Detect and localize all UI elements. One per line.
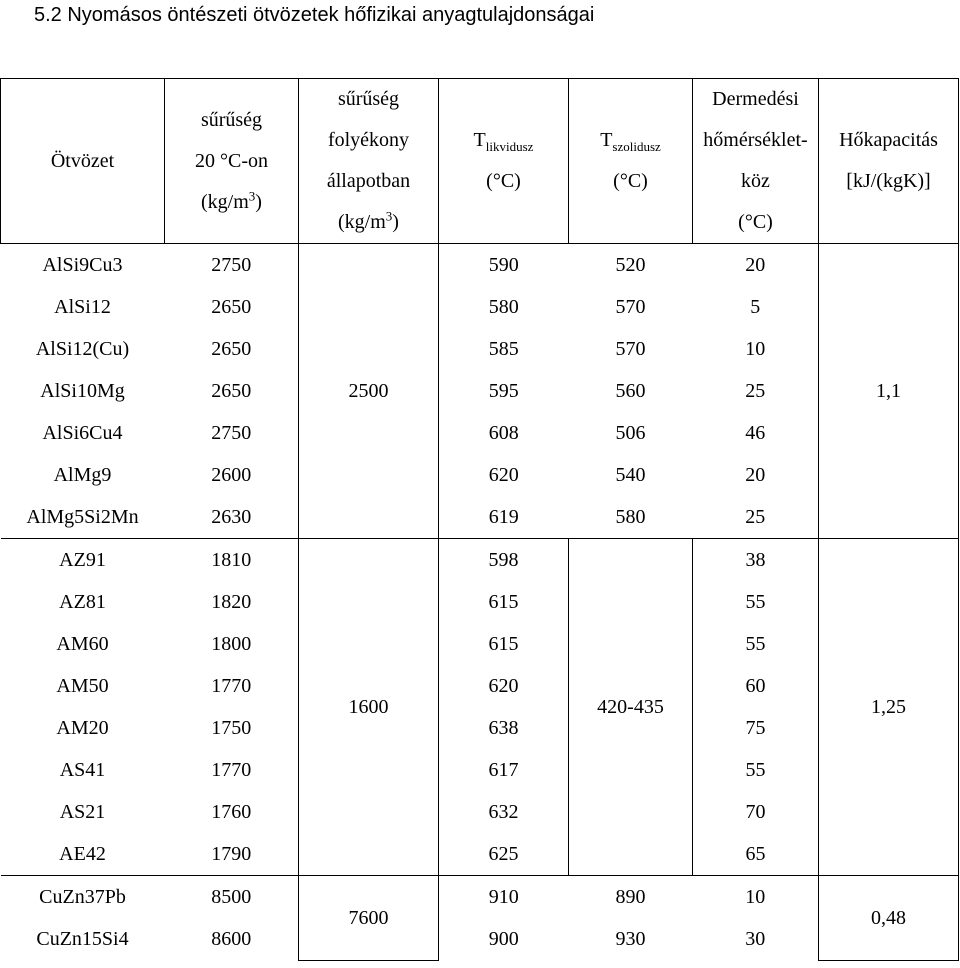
header-t-liquidus: $T_{likvidusz}$ (°C) [439,79,569,244]
liquidus-cell: 625 [439,833,569,876]
freezing-cell: 55 [745,591,766,613]
liquidus-cell: 900 [488,928,519,950]
solidus-cell: 570 [615,338,646,360]
alloy-cell: CuZn37Pb [39,886,126,908]
solidus-cell: 520 [615,254,646,276]
liquidus-cell: 608 [488,422,519,444]
liquidus-cell: 615 [488,633,519,655]
density-cell: 1770 [211,675,252,697]
alloy-cell: AlSi12(Cu) [35,338,130,360]
table-row [1,370,959,412]
freezing-cell: 65 [693,833,819,876]
alloy-cell: AM50 [56,675,109,697]
density-cell: 1750 [211,717,252,739]
freezing-cell: 10 [745,338,766,360]
alloy-cell: AM60 [56,633,109,655]
solidus-cell: 506 [615,422,646,444]
density-cell: 2650 [211,296,252,318]
header-alloy: Ötvözet [1,79,165,244]
table-row [1,876,959,919]
alloy-cell: AS41 [59,759,106,781]
density-cell: 2600 [211,464,252,486]
table-row [1,623,959,665]
liquidus-cell: 617 [488,759,519,781]
freezing-cell: 60 [745,675,766,697]
alloy-cell: AlSi10Mg [40,380,125,402]
freezing-cell: 30 [745,928,766,950]
liquidus-cell: 620 [488,675,519,697]
density-cell: 2650 [211,380,252,402]
liquid-density-cell: 2500 [299,244,439,539]
freezing-cell: 25 [693,496,819,539]
freezing-cell: 20 [745,254,766,276]
alloy-cell: AlSi9Cu3 [42,254,123,276]
liquidus-cell: 615 [488,591,519,613]
liquidus-cell: 598 [488,549,519,571]
alloy-cell: AlSi6Cu4 [42,422,123,444]
liquidus-cell: 638 [488,717,519,739]
alloy-cell: CuZn15Si4 [36,928,129,950]
header-t-solidus: $T_{szolidusz}$ (°C) [569,79,693,244]
solidus-cell: 930 [615,928,646,950]
density-cell: 2750 [211,422,252,444]
density-cell: 8500 [211,886,252,908]
table-row [1,833,959,876]
alloy-cell: AZ91 [59,549,106,571]
alloy-cell: AE42 [1,833,165,876]
table-row [1,791,959,833]
heat-capacity-cell: 1,25 [819,539,959,876]
header-heat-capacity: Hőkapacitás [kJ/(kgK)] [819,79,959,244]
liquidus-cell: 590 [488,254,519,276]
density-cell: 1770 [211,759,252,781]
solidus-cell: 560 [615,380,646,402]
freezing-cell: 55 [745,759,766,781]
header-row [1,79,959,244]
table-row [1,454,959,496]
liquidus-cell: 910 [488,886,519,908]
table-row [1,581,959,623]
density-cell: 2650 [211,338,252,360]
freezing-cell: 46 [745,422,766,444]
liquid-density-cell: 1600 [299,539,439,876]
solidus-cell: 420-435 [569,539,693,876]
table-row [1,328,959,370]
density-cell: 1800 [211,633,252,655]
freezing-cell: 55 [745,633,766,655]
table-row [1,496,959,539]
freezing-cell: 10 [745,886,766,908]
heat-capacity-cell: 1,1 [819,244,959,539]
table-row [1,665,959,707]
alloy-cell: AlMg9 [53,464,112,486]
solidus-cell: 570 [615,296,646,318]
table-row [1,244,959,287]
density-cell: 1820 [211,591,252,613]
liquidus-cell: 632 [488,801,519,823]
density-cell: 1790 [165,833,299,876]
table-row [1,749,959,791]
freezing-cell: 70 [745,801,766,823]
liquidus-cell: 580 [488,296,519,318]
liquidus-cell: 585 [488,338,519,360]
density-cell: 1810 [211,549,252,571]
solidus-cell: 580 [569,496,693,539]
density-cell: 1760 [211,801,252,823]
table-row [1,286,959,328]
solidus-cell: 890 [615,886,646,908]
header-freezing-range: Dermedési hőmérséklet- köz (°C) [693,79,819,244]
solidus-cell: 540 [615,464,646,486]
freezing-cell: 75 [745,717,766,739]
table-row [1,707,959,749]
freezing-cell: 20 [745,464,766,486]
properties-table [0,78,959,961]
header-density-20c: sűrűség 20 °C-on $(kg/m^3)$ [165,79,299,244]
alloy-cell: AS21 [59,801,106,823]
freezing-cell: 38 [745,549,766,571]
liquid-density-cell: 7600 [299,876,439,961]
header-density-liquid: sűrűség folyékony állapotban $(kg/m^3)$ [299,79,439,244]
liquidus-cell: 620 [488,464,519,486]
alloy-cell: AlSi12 [54,296,111,318]
density-cell: 2630 [165,496,299,539]
table-row [1,412,959,454]
alloy-cell: AlMg5Si2Mn [1,496,165,539]
heat-capacity-cell: 0,48 [819,876,959,961]
density-cell: 2750 [211,254,252,276]
alloy-cell: AM20 [56,717,109,739]
density-cell: 8600 [211,928,252,950]
liquidus-cell: 619 [439,496,569,539]
freezing-cell: 5 [750,296,761,318]
table-row [1,918,959,960]
table-row [1,539,959,582]
page-title: 5.2 Nyomásos öntészeti ötvözetek hőfizikai anyagtulajdonságai [34,4,595,26]
freezing-cell: 25 [745,380,766,402]
liquidus-cell: 595 [488,380,519,402]
alloy-cell: AZ81 [59,591,106,613]
